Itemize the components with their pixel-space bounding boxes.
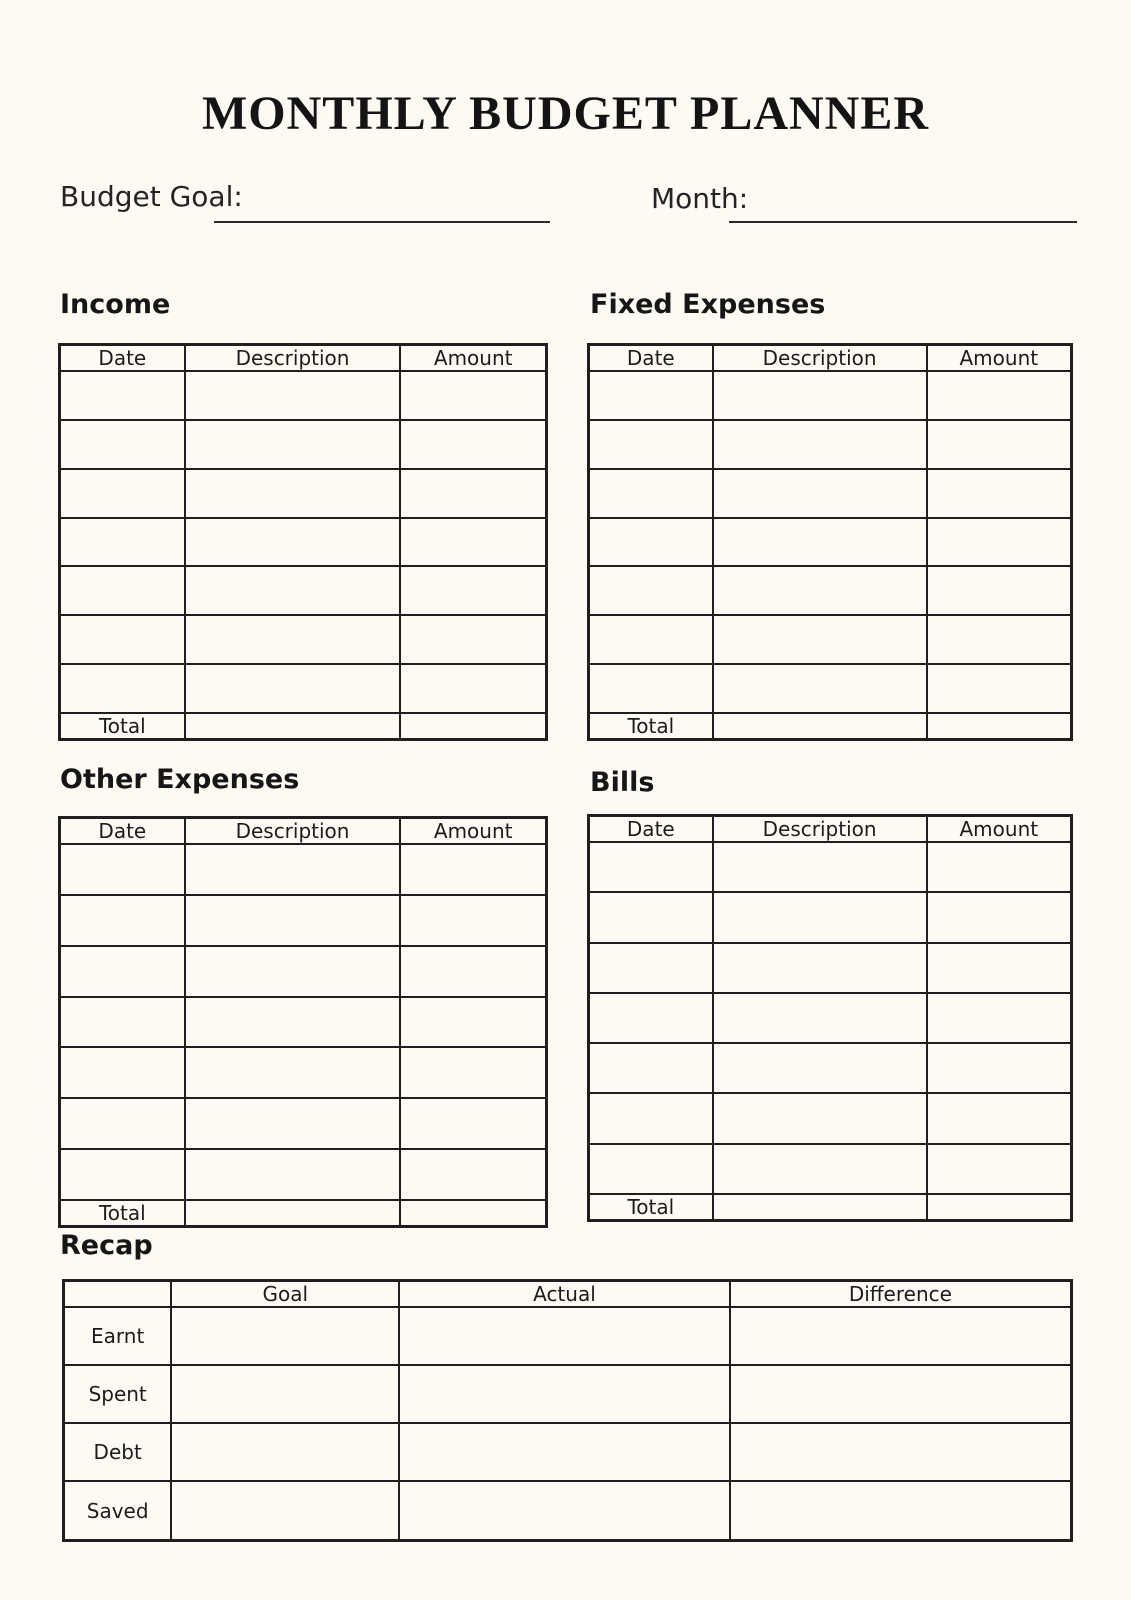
budget-goal-input-line [214, 221, 550, 223]
blank-cell [730, 1481, 1072, 1540]
blank-row [60, 946, 547, 997]
blank-cell [927, 1043, 1072, 1093]
recap-row-label: Earnt [64, 1307, 172, 1365]
blank-cell [927, 1093, 1072, 1143]
page-title: MONTHLY BUDGET PLANNER [202, 87, 929, 140]
blank-row [60, 420, 547, 469]
blank-cell [400, 1200, 546, 1227]
blank-row [60, 1149, 547, 1200]
bills-table [587, 814, 1073, 1222]
fixed-expenses-heading: Fixed Expenses [590, 289, 826, 320]
blank-cell [60, 420, 185, 469]
income-heading: Income [60, 289, 171, 320]
blank-cell [589, 1093, 713, 1143]
blank-cell [171, 1423, 399, 1481]
blank-cell [713, 993, 927, 1043]
blank-cell [399, 1365, 730, 1423]
recap-column-header-difference: Difference [730, 1281, 1072, 1308]
blank-cell [60, 946, 185, 997]
recap-row-label: Debt [64, 1423, 172, 1481]
blank-cell [713, 713, 927, 740]
recap-header-row [64, 1281, 1072, 1308]
blank-cell [171, 1481, 399, 1540]
blank-cell [400, 518, 546, 567]
blank-row [60, 615, 547, 664]
recap-table [62, 1279, 1073, 1542]
blank-row [60, 1047, 547, 1098]
recap-row-label: Spent [64, 1365, 172, 1423]
blank-cell [400, 844, 546, 895]
blank-row [589, 1093, 1072, 1143]
fixed-expenses-blank-rows [589, 371, 1072, 713]
blank-row [60, 469, 547, 518]
fixed-expenses-header-row [589, 345, 1072, 372]
blank-row [589, 943, 1072, 993]
blank-cell [713, 1043, 927, 1093]
recap-column-header-blank [64, 1281, 172, 1308]
blank-cell [400, 566, 546, 615]
recap-row-spent [64, 1365, 1072, 1423]
blank-cell [60, 469, 185, 518]
blank-cell [171, 1307, 399, 1365]
other-expenses-column-header-description: Description [185, 818, 401, 845]
blank-cell [400, 664, 546, 713]
blank-cell [713, 469, 927, 518]
other-expenses-header-row [60, 818, 547, 845]
blank-cell [927, 842, 1072, 892]
recap-row-saved [64, 1481, 1072, 1540]
blank-cell [730, 1423, 1072, 1481]
blank-cell [185, 664, 401, 713]
other-expenses-table [58, 816, 548, 1228]
blank-cell [60, 566, 185, 615]
blank-cell [713, 518, 927, 567]
blank-cell [400, 469, 546, 518]
fixed-expenses-column-header-amount: Amount [927, 345, 1072, 372]
blank-cell [400, 1047, 546, 1098]
blank-cell [185, 713, 401, 740]
recap-row-label: Saved [64, 1481, 172, 1540]
blank-row [60, 895, 547, 946]
other-expenses-column-header-amount: Amount [400, 818, 546, 845]
blank-cell [60, 371, 185, 420]
blank-row [60, 844, 547, 895]
blank-cell [185, 518, 401, 567]
blank-cell [589, 518, 713, 567]
blank-cell [713, 1144, 927, 1194]
blank-cell [927, 892, 1072, 942]
blank-cell [713, 615, 927, 664]
recap-row-earnt [64, 1307, 1072, 1365]
fixed-expenses-column-header-date: Date [589, 345, 713, 372]
bills-total-label: Total [589, 1194, 713, 1221]
blank-cell [185, 469, 401, 518]
blank-cell [400, 615, 546, 664]
blank-cell [927, 713, 1072, 740]
other-expenses-total-row [60, 1200, 547, 1227]
income-column-header-date: Date [60, 345, 185, 372]
blank-row [589, 566, 1072, 615]
blank-cell [399, 1307, 730, 1365]
recap-heading: Recap [60, 1230, 153, 1261]
blank-cell [713, 943, 927, 993]
blank-cell [589, 842, 713, 892]
recap-column-header-goal: Goal [171, 1281, 399, 1308]
blank-row [60, 518, 547, 567]
blank-cell [400, 946, 546, 997]
blank-cell [713, 1093, 927, 1143]
blank-cell [185, 371, 401, 420]
other-expenses-column-header-date: Date [60, 818, 185, 845]
blank-cell [185, 566, 401, 615]
blank-cell [927, 993, 1072, 1043]
blank-cell [927, 371, 1072, 420]
blank-cell [185, 1200, 401, 1227]
bills-blank-rows [589, 842, 1072, 1194]
blank-row [60, 371, 547, 420]
blank-row [589, 1043, 1072, 1093]
blank-cell [589, 566, 713, 615]
blank-row [60, 566, 547, 615]
blank-cell [730, 1307, 1072, 1365]
blank-cell [589, 420, 713, 469]
blank-row [589, 420, 1072, 469]
blank-row [589, 371, 1072, 420]
other-expenses-heading: Other Expenses [60, 764, 300, 795]
blank-cell [185, 420, 401, 469]
income-total-row [60, 713, 547, 740]
blank-cell [185, 615, 401, 664]
other-expenses-total-label: Total [60, 1200, 185, 1227]
blank-cell [399, 1481, 730, 1540]
blank-cell [927, 943, 1072, 993]
blank-cell [60, 895, 185, 946]
blank-cell [60, 518, 185, 567]
blank-cell [927, 1144, 1072, 1194]
blank-row [589, 1144, 1072, 1194]
blank-cell [400, 713, 546, 740]
blank-cell [589, 892, 713, 942]
blank-cell [185, 844, 401, 895]
blank-cell [589, 1144, 713, 1194]
blank-row [60, 1098, 547, 1149]
blank-cell [60, 1149, 185, 1200]
blank-cell [589, 615, 713, 664]
income-column-header-amount: Amount [400, 345, 546, 372]
blank-row [589, 842, 1072, 892]
blank-cell [927, 615, 1072, 664]
blank-cell [713, 664, 927, 713]
blank-cell [60, 664, 185, 713]
blank-cell [400, 371, 546, 420]
fixed-expenses-total-row [589, 713, 1072, 740]
fixed-expenses-column-header-description: Description [713, 345, 927, 372]
blank-row [589, 892, 1072, 942]
blank-cell [60, 1047, 185, 1098]
month-label: Month: [651, 182, 749, 215]
recap-column-header-actual: Actual [399, 1281, 730, 1308]
blank-cell [730, 1365, 1072, 1423]
blank-cell [185, 1047, 401, 1098]
blank-cell [713, 566, 927, 615]
blank-cell [927, 566, 1072, 615]
blank-row [589, 615, 1072, 664]
bills-column-header-amount: Amount [927, 816, 1072, 843]
blank-cell [927, 469, 1072, 518]
blank-row [589, 993, 1072, 1043]
blank-cell [589, 993, 713, 1043]
blank-cell [713, 420, 927, 469]
blank-cell [60, 1098, 185, 1149]
blank-cell [713, 842, 927, 892]
blank-cell [927, 518, 1072, 567]
budget-goal-label: Budget Goal: [60, 180, 243, 213]
blank-cell [185, 1149, 401, 1200]
blank-cell [713, 371, 927, 420]
blank-cell [589, 943, 713, 993]
blank-cell [589, 469, 713, 518]
blank-cell [400, 420, 546, 469]
income-total-label: Total [60, 713, 185, 740]
fixed-expenses-total-label: Total [589, 713, 713, 740]
bills-header-row [589, 816, 1072, 843]
blank-row [589, 469, 1072, 518]
blank-row [589, 518, 1072, 567]
blank-cell [927, 420, 1072, 469]
blank-cell [400, 1098, 546, 1149]
other-expenses-blank-rows [60, 844, 547, 1200]
income-header-row [60, 345, 547, 372]
blank-cell [400, 895, 546, 946]
bills-column-header-description: Description [713, 816, 927, 843]
blank-row [589, 664, 1072, 713]
fixed-expenses-table [587, 343, 1073, 741]
blank-cell [927, 664, 1072, 713]
blank-cell [60, 844, 185, 895]
blank-cell [60, 997, 185, 1048]
blank-cell [713, 1194, 927, 1221]
blank-cell [400, 1149, 546, 1200]
bills-column-header-date: Date [589, 816, 713, 843]
blank-cell [713, 892, 927, 942]
blank-cell [185, 1098, 401, 1149]
income-table [58, 343, 548, 741]
blank-cell [171, 1365, 399, 1423]
month-input-line [729, 221, 1077, 223]
blank-row [60, 997, 547, 1048]
blank-cell [400, 997, 546, 1048]
income-blank-rows [60, 371, 547, 713]
blank-row [60, 664, 547, 713]
blank-cell [927, 1194, 1072, 1221]
blank-cell [185, 997, 401, 1048]
blank-cell [589, 664, 713, 713]
blank-cell [589, 371, 713, 420]
income-column-header-description: Description [185, 345, 401, 372]
recap-row-debt [64, 1423, 1072, 1481]
blank-cell [185, 946, 401, 997]
blank-cell [399, 1423, 730, 1481]
blank-cell [589, 1043, 713, 1093]
bills-total-row [589, 1194, 1072, 1221]
blank-cell [60, 615, 185, 664]
blank-cell [185, 895, 401, 946]
bills-heading: Bills [590, 767, 655, 798]
